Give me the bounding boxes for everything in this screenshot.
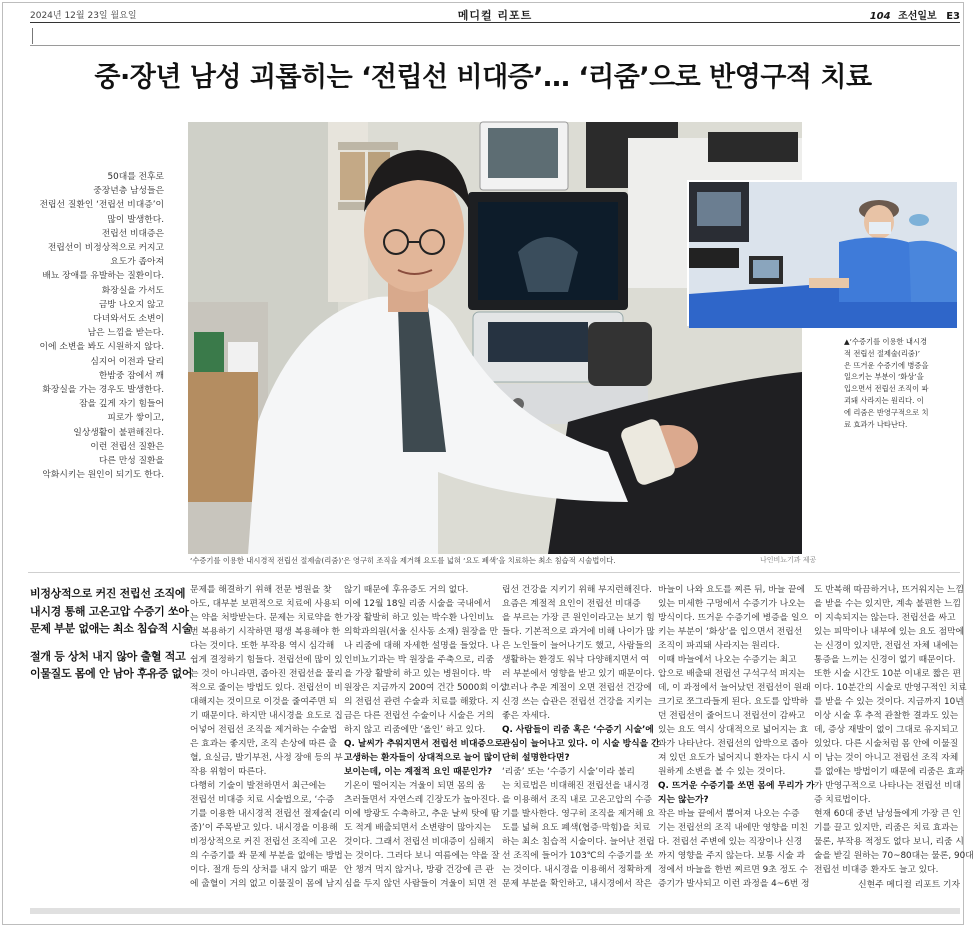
body-text-line: 원장은 지금까지 200여 건간 5000회 이상	[344, 683, 508, 693]
body-text-line: 번 복용하기 시작하면 평생 복용해야 한	[190, 627, 340, 637]
body-column-1	[190, 583, 343, 891]
body-text-line: 대해지는 것이므로 이것을 줄여주면 되	[190, 697, 338, 707]
intro-line: 금방 나오지 않고	[98, 299, 164, 310]
body-text-line: 다행히 기술이 발전하면서 최근에는	[190, 781, 326, 791]
body-text-line: 이때 바늘에서 나오는 수증기는 최고	[658, 655, 797, 665]
body-text-line: 을 가장 활발히 하고 있는 병원이다. 박	[344, 669, 492, 679]
intro-line: 요도가 좁아져	[110, 257, 164, 268]
body-text-line: 이에 방광도 수축하고, 추운 날씨 탓에 땀	[344, 809, 500, 819]
body-text-line: 는 것이다. 그러다 보니 여름에는 약을 잘	[344, 851, 500, 861]
body-text-line: 기를 발사한다. 영구히 조직을 제거해 요	[502, 809, 655, 819]
body-text-line: 의 수증기를 쏴 문제 부분을 없애는 방법	[190, 851, 343, 861]
subbar-tick	[32, 28, 33, 44]
body-text-line: 작은 바늘 끝에서 뿜어져 나오는 수증	[658, 809, 800, 819]
body-text-line: 있었다. 다른 시술처럼 몸 안에 이물질	[814, 739, 959, 749]
body-text-line: 이상 시술 후 추적 관찰한 결과도 있는	[814, 711, 959, 721]
body-text-line: 있는 피막이나 내부에 있는 요도 점막에	[814, 627, 964, 637]
body-text-line: 기를 끌고 있지만, 리줌은 치료 효과는	[814, 823, 959, 833]
body-text-line: 도 적게 배출되면서 소변량이 많아지는	[344, 823, 492, 833]
section-title: 메디컬 리포트	[457, 9, 533, 22]
body-column-3	[502, 583, 660, 891]
body-text-line: 의 전립선 관련 수술과 치료를 해왔다. 지	[344, 697, 500, 707]
body-text-line: ‘리줌’ 또는 ‘수증기 시술’이라 불리	[502, 767, 635, 777]
body-text-line: 까지 영향을 주지 않는다. 보통 시술 과	[658, 851, 806, 861]
body-text-line: 인비뇨기과는 박 원장을 주축으로, 리줌	[344, 655, 494, 665]
body-text-line: 가 반영구적으로 나타나는 전립선 비대	[814, 781, 962, 791]
body-text-line: 통증을 느끼는 신경이 없기 때문이다.	[814, 655, 956, 665]
body-text-line: 가장 활발히 하고 있는 박수환 나인비뇨	[344, 613, 494, 623]
body-text-line: 기를 이용한 내시경적 전립선 절제술(리	[190, 809, 341, 819]
body-text-line: 들다. 기본적으로 과거에 비해 나이가 많	[502, 627, 655, 637]
intro-line: 악화시키는 원인이 되기도 한다.	[42, 470, 164, 481]
body-text-line: 증 치료법이다.	[814, 795, 871, 805]
sub-headline-line: 내시경 통해 고온고압 수증기 쏘아	[30, 604, 189, 618]
body-text-line: 기온이 떨어지는 겨울이 되면 몸의 움	[344, 781, 486, 791]
intro-line: 피로가 쌓이고,	[107, 413, 164, 424]
body-text-line: 정에서 바늘을 한번 찌르면 9초 정도 수	[658, 865, 808, 875]
intro-line: 화장실을 가서도	[101, 285, 164, 296]
body-text-line: 문제를 해결하기 위해 전문 병원을 찾	[190, 585, 332, 595]
body-text-line: 바늘이 나와 요도를 찌른 뒤, 바늘 끝에	[658, 585, 806, 595]
body-text-line: 이에 12월 18일 리줌 시술을 국내에서	[344, 599, 491, 609]
inset-caption-line: 괴돼 사라지는 원리다. 이	[844, 395, 924, 405]
intro-line: 일상생활이 불편해진다.	[73, 427, 164, 438]
byline: 신현주 메디컬 리포트 기자	[858, 880, 960, 890]
body-text-line: 선 조직에 들어가 103℃의 수증기를 쏘	[502, 851, 654, 861]
main-photo-caption: ‘수증기를 이용한 내시경적 전립선 절제술(리줌)’은 영구히 조직을 제거해 요도를 넓혀 ‘요도 폐색’을 치료하는 최소 침습적 시술법이다.	[190, 556, 616, 565]
body-column-5	[814, 583, 974, 892]
inset-photo	[687, 180, 955, 326]
page-number: E3	[946, 11, 960, 22]
body-text-line: 이 지속되지는 않는다. 전립선을 싸고	[814, 613, 956, 623]
body-text-line: 단히 설명한다면?	[502, 753, 570, 763]
issue-date: 2024년 12월 23일 월요일	[30, 11, 137, 21]
body-text-line: 방식이다. 뜨거운 수증기에 병증을 일으	[658, 613, 808, 623]
sub-headline-line: 비정상적으로 커진 전립선 조직에	[30, 587, 186, 600]
intro-line: 배뇨 장애를 유발하는 질환이다.	[42, 271, 164, 282]
body-text-line: 또한 시술 시간도 10분 이내로 짧은 편	[814, 669, 961, 679]
body-text-line: 원하게 소변을 볼 수 있는 것이다.	[658, 767, 786, 777]
intro-line: 한밤중 잠에서 깨	[98, 370, 164, 381]
intro-line: 전립선 질환인 ‘전립선 비대증’이	[39, 200, 164, 211]
body-text-line: 기는 전립선의 조직 내에만 영향을 미친	[658, 823, 808, 833]
surgery-room-illustration	[689, 182, 957, 328]
body-text-line: 안 챙겨 먹지 않거나, 방광 건강에 큰 관	[344, 865, 494, 875]
body-text-line: 키는 부분이 ‘화상’을 입으면서 전립선	[658, 627, 803, 637]
intro-line: 남은 느낌을 받는다.	[87, 328, 164, 339]
body-text-line: 생활하는 환경도 워낙 다양해지면서 여	[502, 655, 650, 665]
body-text-line: 도 반복해 따끔하거나, 뜨거워지는 느낌	[814, 585, 964, 595]
intro-line: 전립선이 비정상적으로 커지고	[47, 243, 164, 254]
body-text-line: 전립선 비대증 환자도 늘고 있다.	[814, 865, 939, 875]
inset-caption-line: 료 효과가 나타난다.	[844, 419, 908, 429]
body-text-line: 전립선 비대증 치료 시술법으로, ‘수증	[190, 795, 335, 805]
bottom-rule	[30, 908, 960, 914]
body-column-4	[658, 583, 815, 891]
body-text-line: 어넣어 전립선 조직을 제거하는 수술법	[190, 725, 338, 735]
intro-line: 많이 발생한다.	[107, 214, 164, 225]
intro-line: 이에 소변을 봐도 시원하지 않다.	[39, 342, 164, 353]
body-column-2	[344, 583, 508, 891]
body-text-line: 신경 쓰는 습관은 전립선 건강을 지키는	[502, 697, 652, 707]
body-text-line: 이다. 10분간의 시술로 반영구적인 치료	[814, 683, 967, 693]
sub-headline-line: 이물질도 몸에 안 남아 후유증 없어	[30, 667, 193, 680]
body-text-line: 있는 요도 역시 상대적으로 넓어지는 효	[658, 725, 808, 735]
body-text-line: 고생하는 환자들이 상대적으로 늘어 많이	[344, 753, 501, 763]
body-text-line: 기 때문이다. 하지만 내시경을 요도로 집	[190, 711, 343, 721]
body-text-line: 던 전립선이 줄어드니 전립선이 감싸고	[658, 711, 806, 721]
photo-credit: 나인비뇨기과 제공	[760, 556, 817, 564]
body-text-line: 이다. 절개 등의 상처를 내지 않기 때문	[190, 865, 338, 875]
intro-line: 이런 전립선 질환은	[90, 441, 164, 452]
body-text-line: 를 없애는 방법이기 때문에 리줌은 효과	[814, 767, 964, 777]
issue-number: 104	[869, 11, 891, 22]
body-text-line: 않기 때문에 후유증도 거의 없다.	[344, 585, 469, 595]
intro-line: 중장년층 남성들은	[93, 186, 164, 197]
body-text-line: Q. 사람들이 리줌 혹은 ‘수증기 시술’에	[502, 725, 654, 735]
body-text-line: 조직이 파괴돼 사라지는 원리다.	[658, 641, 780, 651]
body-text-line: 나 리줌에 대해 자세한 설명을 들었다. 나	[344, 641, 500, 651]
body-text-line: 하지 않고 리줌에만 ‘올인’ 하고 있다.	[344, 725, 486, 735]
body-text-line: 그러나 추운 계절이 오면 전립선 건강에	[502, 683, 652, 693]
body-text-line: 을 부르는 가장 큰 원인이라고는 보기 힘	[502, 613, 655, 623]
body-text-line: 데, 이 과정에서 늘어났던 전립선이 원래	[658, 683, 811, 693]
intro-line: 다른 만성 질환을	[98, 456, 164, 467]
body-text-line: 는 것이다. 내시경을 이용해서 정확하게	[502, 865, 652, 875]
intro-paragraph	[28, 170, 164, 482]
body-text-line: 져 있던 요도가 넓어지니 환자는 다시 시	[658, 753, 811, 763]
masthead	[870, 7, 960, 22]
inset-caption-line: 은 뜨거운 수증기에 병증을	[844, 360, 929, 370]
body-text-line: 비정상적으로 커진 전립선 조직에 고온	[190, 837, 338, 847]
body-text-line: 이 남는 것이 아니고 전립선 조직 자체	[814, 753, 959, 763]
body-text-line: 보이는데, 이는 계절적 요인 때문인가?	[344, 767, 493, 777]
body-text-line: 는 신경이 있지만, 전립선 자체 내에는	[814, 641, 959, 651]
body-text-line: 혈, 요실금, 발기부전, 사정 장애 등의 부	[190, 753, 343, 763]
body-text-line: 의학과의원(서울 신사동 소재) 원장을 만	[344, 627, 499, 637]
body-text-line: 심을 두지 않던 사람들이 겨울이 되면 전	[344, 879, 497, 889]
body-text-line: 작용 위험이 따른다.	[190, 767, 267, 777]
body-text-line: Q. 뜨거운 수증기를 쏘면 몸에 무리가 가	[658, 781, 815, 791]
header-subbar	[30, 24, 960, 46]
body-text-line: 것이다. 그래서 전립선 비대증이 심해지	[344, 837, 494, 847]
body-text-line: 쉽게 결정하기 힘들다. 전립선에 많이 있	[190, 655, 343, 665]
body-text-line: 요즘은 계절적 요인이 전립선 비대증	[502, 599, 641, 609]
body-text-line: 금은 다른 전립선 수술이나 시술은 거의	[344, 711, 494, 721]
body-text-line: 는 것이 아니라면, 좁아진 전립선을 물리	[190, 669, 343, 679]
page-header	[30, 5, 960, 23]
intro-line: 다녀와서도 소변이	[93, 314, 164, 325]
inset-caption-line: 입으면서 전립선 조직이 파	[844, 384, 929, 394]
body-text-line: 데, 증상 재발이 없이 그대로 유지되고	[814, 725, 959, 735]
body-text-line: 압으로 배출돼 전립선 구석구석 퍼지는	[658, 669, 806, 679]
body-text-line: 크기로 쪼그라들게 된다. 요도를 압박하	[658, 697, 808, 707]
body-text-line: 는 약을 처방받는다. 문제는 치료약을 한	[190, 613, 343, 623]
body-text-line: 아도, 대부분 보편적으로 치료에 사용되	[190, 599, 340, 609]
body-text-line: 를 받을 수 있는 것이다. 지금까지 10년	[814, 697, 964, 707]
body-text-line: 는 치료법은 비대해진 전립선을 내시경	[502, 781, 650, 791]
body-text-line: 립선 건강을 지키기 위해 부지런해진다.	[502, 585, 652, 595]
sub-headline-line: 문제 부분 없애는 최소 침습적 시술	[30, 622, 193, 635]
body-text-line: 적으로 줄이는 방법도 있다. 전립선이 비	[190, 683, 343, 693]
sub-headline-line: 절개 등 상처 내지 않아 출혈 적고	[30, 649, 186, 663]
newspaper-name: 조선일보	[898, 11, 937, 22]
section-divider	[28, 572, 960, 573]
intro-line: 전립선 비대증은	[101, 228, 164, 239]
body-text-line: 다는 것이다. 또한 부작용 역시 심각해	[190, 641, 335, 651]
inset-caption-line: 일으키는 부분이 ‘화상’을	[844, 372, 924, 382]
inset-caption-line: ▲‘수증기를 이용한 내시경	[844, 337, 928, 346]
body-text-line: 관심이 늘어나고 있다. 이 시술 방식을 간	[502, 739, 660, 749]
body-text-line: 과가 나타난다. 전립선의 압박으로 좁아	[658, 739, 808, 749]
inset-caption	[844, 336, 956, 430]
body-text-line: 증기가 발사되고 이런 과정을 4~6번 정	[658, 879, 810, 889]
body-text-line: 츠러들면서 자연스레 긴장도가 높아진다.	[344, 795, 500, 805]
body-text-line: 술을 받길 원하는 70~80대는 물론, 90대	[814, 851, 974, 861]
body-text-line: 물론, 부작용 적정도 없다 보니, 리줌 시	[814, 837, 964, 847]
body-text-line: 도를 넓혀 요도 폐색(협증·막힘)을 치료	[502, 823, 651, 833]
body-text-line: 문제 부분을 확인하고, 내시경에서 작은	[502, 879, 652, 889]
body-text-line: 현재 60대 중년 남성들에게 가장 큰 인	[814, 809, 961, 819]
body-text-line: 하는 최소 침습적 시술이다. 늘어난 전립	[502, 837, 655, 847]
intro-line: 50대를 전후로	[107, 172, 164, 182]
body-text-line: Q. 날씨가 추워지면서 전립선 비대증으로	[344, 739, 504, 749]
body-text-line: 러 부분에서 영향을 받고 있기 때문이다.	[502, 669, 655, 679]
inset-caption-line: 적 전립선 절제술(리줌)’	[844, 348, 921, 358]
body-text-line: 지는 않는가?	[658, 795, 709, 805]
body-text-line: 있는 미세한 구멍에서 수증기가 나오는	[658, 599, 806, 609]
sub-headline	[30, 585, 193, 683]
body-text-line: 다. 전립선 주변에 있는 직장이나 신경	[658, 837, 803, 847]
body-text-line: 줌)’이 주목받고 있다. 내시경을 이용해	[190, 823, 338, 833]
body-text-line: 에 출혈이 거의 없고 이물질이 몸에 남지	[190, 879, 343, 889]
body-text-line: 을 받을 수는 있지만, 계속 불편한 느낌	[814, 599, 962, 609]
intro-line: 심지어 이전과 달리	[90, 356, 164, 367]
body-text-line: 을 이용해서 조직 내로 고온고압의 수증	[502, 795, 652, 805]
body-text-line: 은 효과는 좋지만, 조직 손상에 따른 출	[190, 739, 338, 749]
intro-line: 잠을 깊게 자기 힘들어	[79, 399, 164, 410]
body-text-line: 좋은 자세다.	[502, 711, 551, 721]
headline: 중·장년 남성 괴롭히는 ‘전립선 비대증’… ‘리줌’으로 반영구적 치료	[94, 62, 872, 93]
intro-line: 화장실을 가는 경우도 발생한다.	[42, 385, 164, 396]
inset-caption-line: 에 리줌은 반영구적으로 치	[844, 407, 929, 417]
body-text-line: 은 노인들이 늘어나기도 했고, 사람들의	[502, 641, 652, 651]
